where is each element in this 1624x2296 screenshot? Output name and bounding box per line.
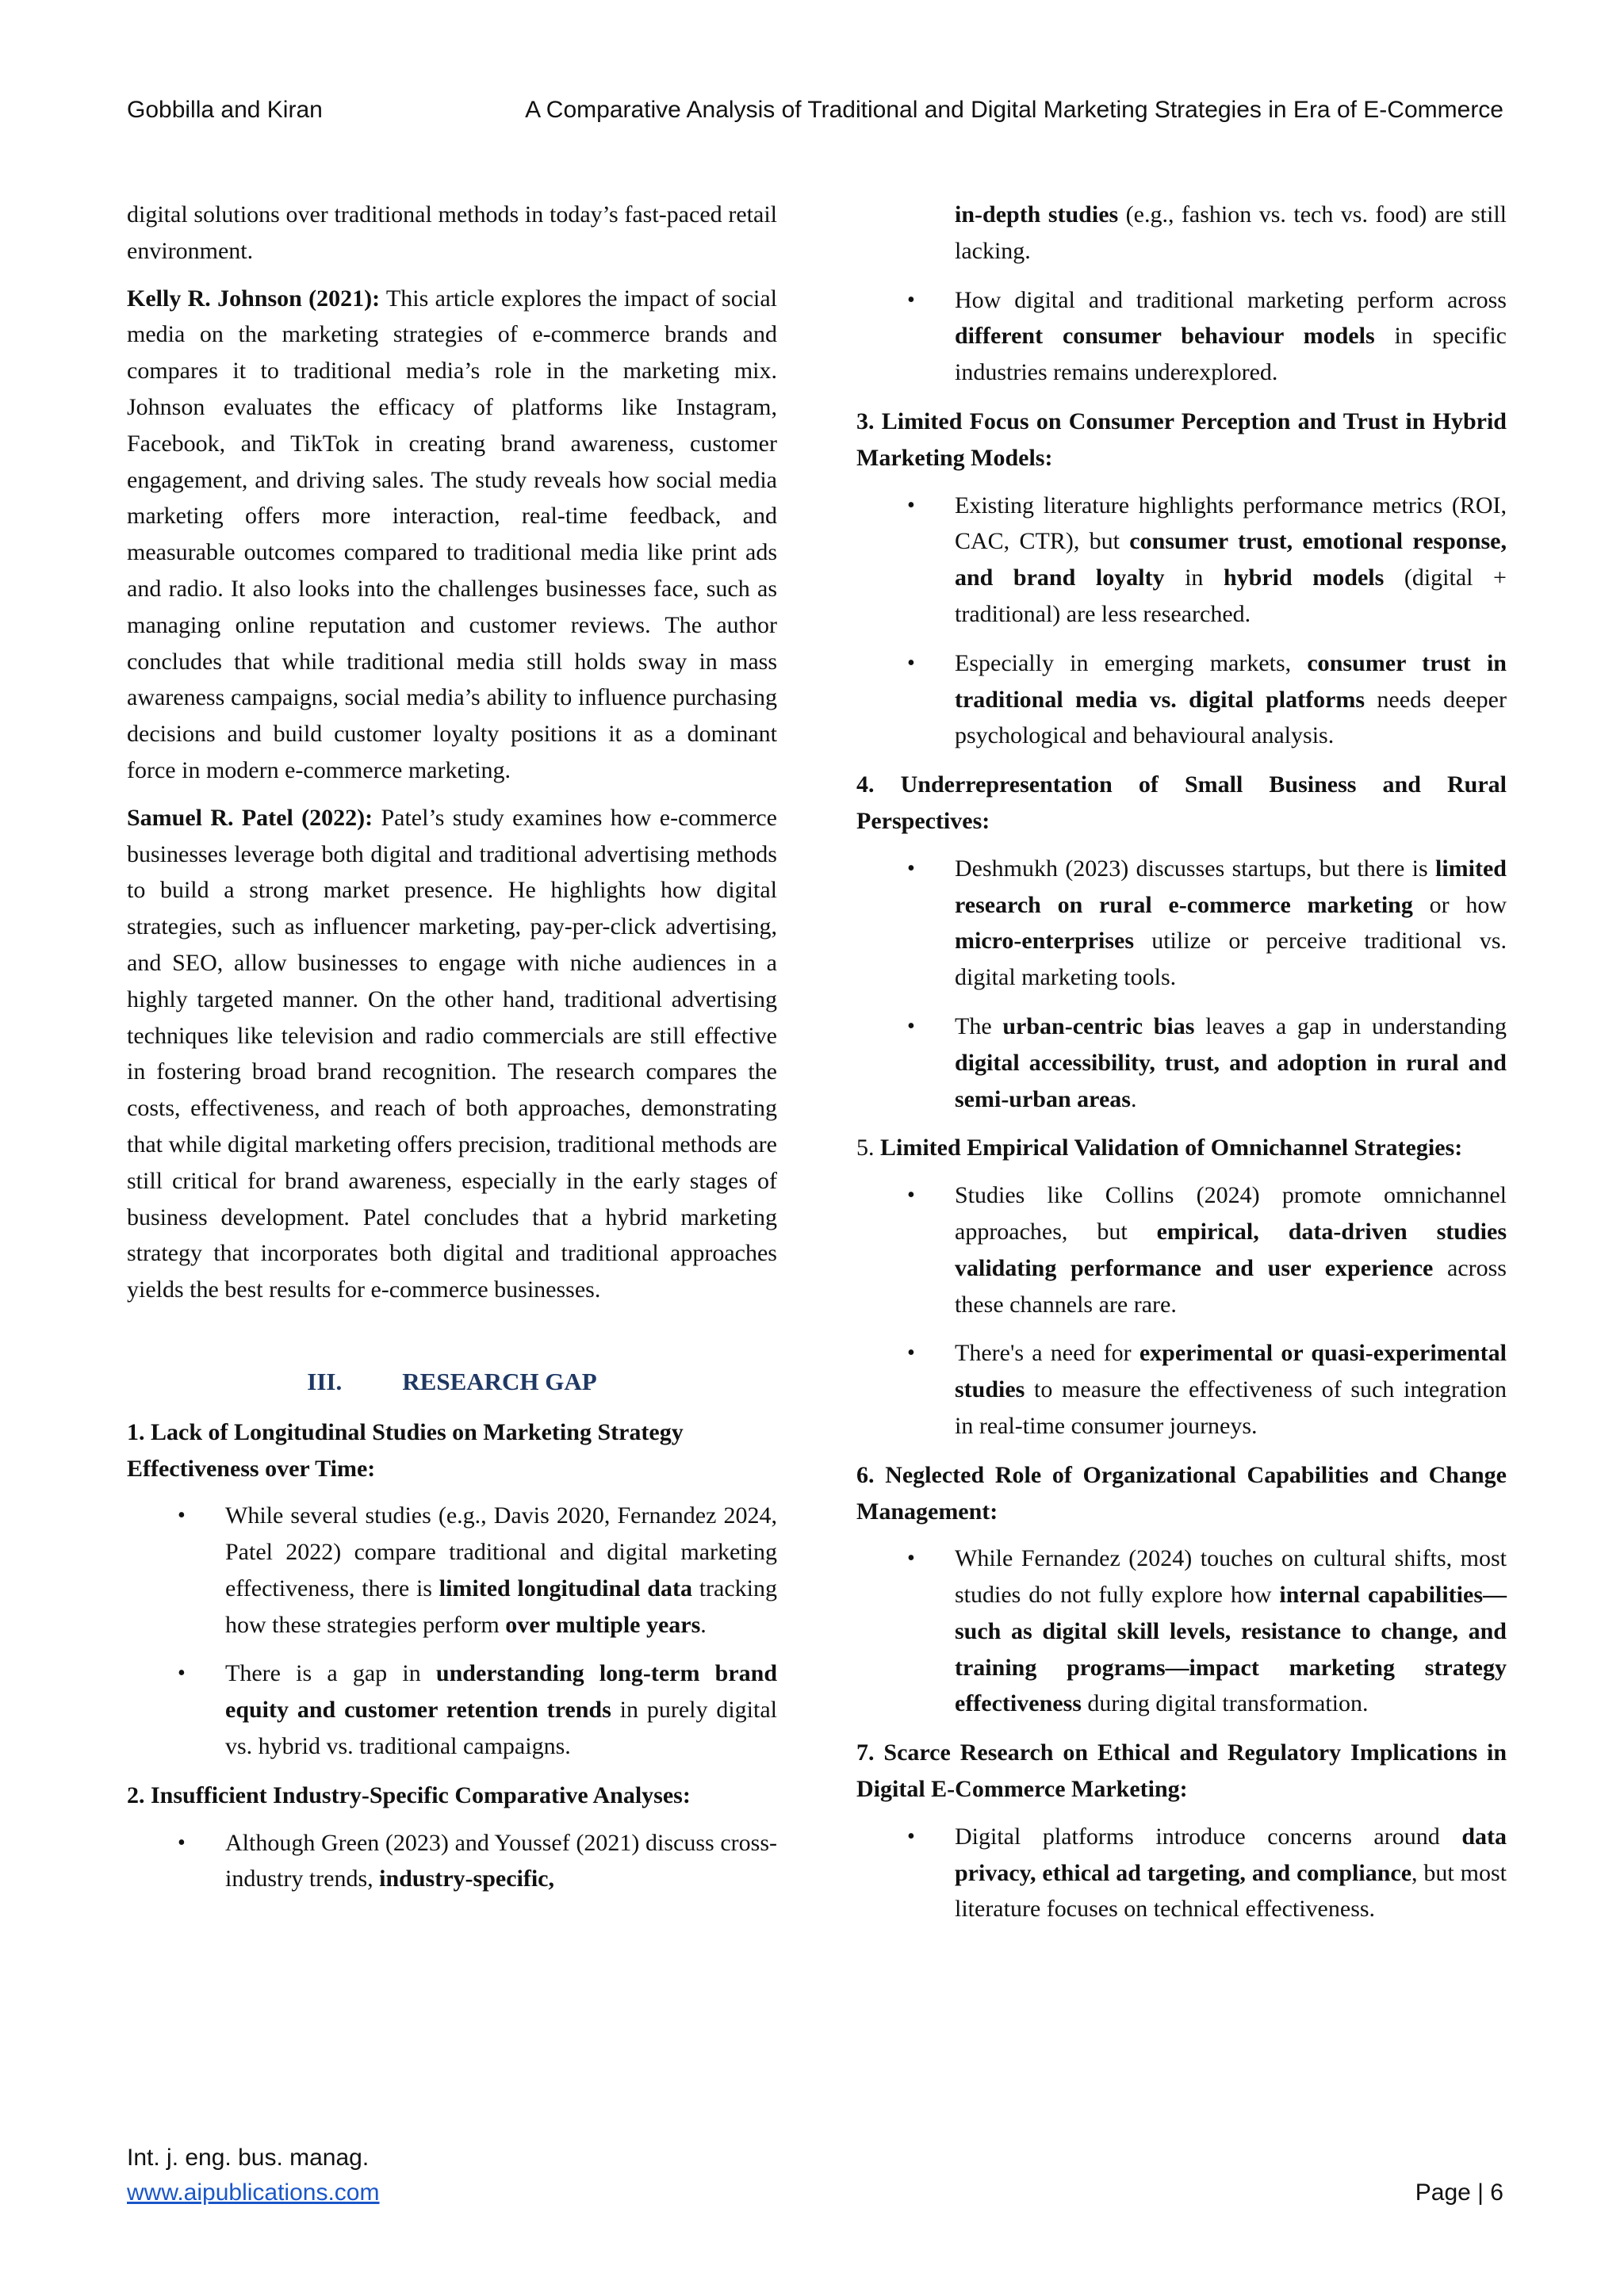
gap6-list: [856, 1540, 1507, 1722]
gap1-list: [127, 1498, 777, 1765]
section-number: III.: [307, 1367, 343, 1395]
bullet-icon: •: [178, 1503, 186, 1529]
page-number: Page | 6: [1415, 2179, 1503, 2206]
gap3-heading: 3. Limited Focus on Consumer Perception and Trust in Hybrid Marketing Models:: [856, 408, 1507, 471]
list-item: • Digital platforms introduce concerns around data privacy, ethical ad targeting, and compliance, but most literature focuses on technical effectiveness.: [856, 1819, 1507, 1927]
gap2-heading: 2. Insufficient Industry-Specific Comparative Analyses:: [127, 1781, 691, 1808]
page-footer: [127, 2141, 1503, 2210]
list-item: • How digital and traditional marketing perform across different consumer behaviour models in specific industries remains underexplored.: [856, 282, 1507, 391]
section-heading-research-gap: [127, 1364, 777, 1400]
list-item: • Although Green (2023) and Youssef (2021) discuss cross-industry trends, industry-specific,: [127, 1825, 777, 1898]
bullet-icon: •: [907, 1546, 915, 1571]
bullet-icon: •: [907, 650, 915, 675]
gap7-list: [856, 1819, 1507, 1927]
bullet-icon: •: [178, 1830, 186, 1855]
bullet-icon: •: [907, 287, 915, 312]
running-header: [127, 97, 1503, 128]
list-item: • There is a gap in understanding long-term brand equity and customer retention trends in purely digital vs. hybrid vs. traditional campaigns.: [127, 1655, 777, 1764]
list-item: • Studies like Collins (2024) promote omnichannel approaches, but empirical, data-driven studies validating performance and user experience across these channels are rare.: [856, 1177, 1507, 1322]
footer-journal: Int. j. eng. bus. manag.: [127, 2145, 370, 2171]
right-column: [856, 197, 1507, 1940]
header-title: A Comparative Analysis of Traditional and Digital Marketing Strategies in Era of E-Commerce: [525, 97, 1503, 123]
johnson-author: Kelly R. Johnson (2021):: [127, 285, 381, 312]
list-item: • Existing literature highlights performance metrics (ROI, CAC, CTR), but consumer trust, emotional response, and brand loyalty in hybrid models (digital + traditional) are less researched.: [856, 488, 1507, 633]
gap5-list: [856, 1177, 1507, 1445]
list-item: • While several studies (e.g., Davis 2020, Fernandez 2024, Patel 2022) compare traditional and digital marketing effectiveness, there is limited longitudinal data tracking how these strategies perform over multiple years.: [127, 1498, 777, 1643]
gap3-list: [856, 488, 1507, 755]
left-column: [127, 197, 777, 1910]
bullet-icon: •: [907, 855, 915, 881]
list-item: • Deshmukh (2023) discusses startups, but there is limited research on rural e-commerce marketing or how micro-enterprises utilize or perceive traditional vs. digital marketing tools.: [856, 851, 1507, 996]
patel-author: Samuel R. Patel (2022):: [127, 804, 373, 831]
header-authors: Gobbilla and Kiran: [127, 97, 323, 123]
section-title: RESEARCH GAP: [402, 1367, 597, 1395]
gap2-list-continued: [856, 197, 1507, 391]
bullet-icon: •: [178, 1661, 186, 1686]
list-item: • Especially in emerging markets, consumer trust in traditional media vs. digital platforms needs deeper psychological and behavioural analysis.: [856, 645, 1507, 754]
bullet-icon: •: [907, 1823, 915, 1849]
gap4-heading: 4. Underrepresentation of Small Business and Rural Perspectives:: [856, 771, 1507, 834]
list-item: • The urban-centric bias leaves a gap in understanding digital accessibility, trust, and adoption in rural and semi-urban areas.: [856, 1008, 1507, 1117]
gap2-list: [127, 1825, 777, 1898]
intro-paragraph: digital solutions over traditional methods in today’s fast-paced retail environment.: [127, 201, 777, 264]
bullet-icon: •: [907, 1183, 915, 1208]
gap4-list: [856, 851, 1507, 1118]
bullet-icon: •: [907, 1013, 915, 1039]
gap5-heading: 5. Limited Empirical Validation of Omnichannel Strategies:: [856, 1135, 1463, 1161]
list-item-continued: in-depth studies (e.g., fashion vs. tech vs. food) are still lacking.: [955, 201, 1507, 264]
bullet-icon: •: [907, 1341, 915, 1366]
list-item: • While Fernandez (2024) touches on cultural shifts, most studies do not fully explore how internal capabilities—such as digital skill levels, resistance to change, and training programs—impact marketing strategy effectiveness during digital transformation.: [856, 1540, 1507, 1722]
gap1-heading: 1. Lack of Longitudinal Studies on Marketing Strategy Effectiveness over Time:: [127, 1418, 684, 1482]
patel-paragraph: Samuel R. Patel (2022): Patel’s study examines how e-commerce businesses leverage both digital and traditional advertising methods to build a strong market presence. He highlights how digital strategies, such as influencer marketing, pay-per-click advertising, and SEO, allow businesses to engage with niche audiences in a highly targeted manner. On the other hand, traditional advertising techniques like television and radio commercials are still effective in fostering broad brand recognition. The research compares the costs, effectiveness, and reach of both approaches, demonstrating that while digital marketing offers precision, traditional methods are still critical for brand awareness, especially in the early stages of business development. Patel concludes that a hybrid marketing strategy that incorporates both digital and traditional approaches yields the best results for e-commerce businesses.: [127, 804, 777, 1303]
johnson-paragraph: Kelly R. Johnson (2021): This article explores the impact of social media on the marketing strategies of e-commerce brands and compares it to traditional media’s role in the marketing mix. Johnson evaluates the efficacy of platforms like Instagram, Facebook, and TikTok in creating brand awareness, customer engagement, and driving sales. The study reveals how social media marketing offers more interaction, real-time feedback, and measurable outcomes compared to traditional media like print ads and radio. It also looks into the challenges businesses face, such as managing online reputation and customer reviews. The author concludes that while traditional media still holds sway in mass awareness campaigns, social media’s ability to influence purchasing decisions and build customer loyalty positions it as a dominant force in modern e-commerce marketing.: [127, 285, 778, 783]
gap7-heading: 7. Scarce Research on Ethical and Regulatory Implications in Digital E-Commerce Marketing:: [856, 1739, 1507, 1803]
list-item: • There's a need for experimental or quasi-experimental studies to measure the effectiveness of such integration in real-time consumer journeys.: [856, 1335, 1507, 1444]
footer-website-link[interactable]: www.aipublications.com: [127, 2179, 380, 2206]
gap6-heading: 6. Neglected Role of Organizational Capabilities and Change Management:: [856, 1461, 1507, 1525]
bullet-icon: •: [907, 492, 915, 518]
